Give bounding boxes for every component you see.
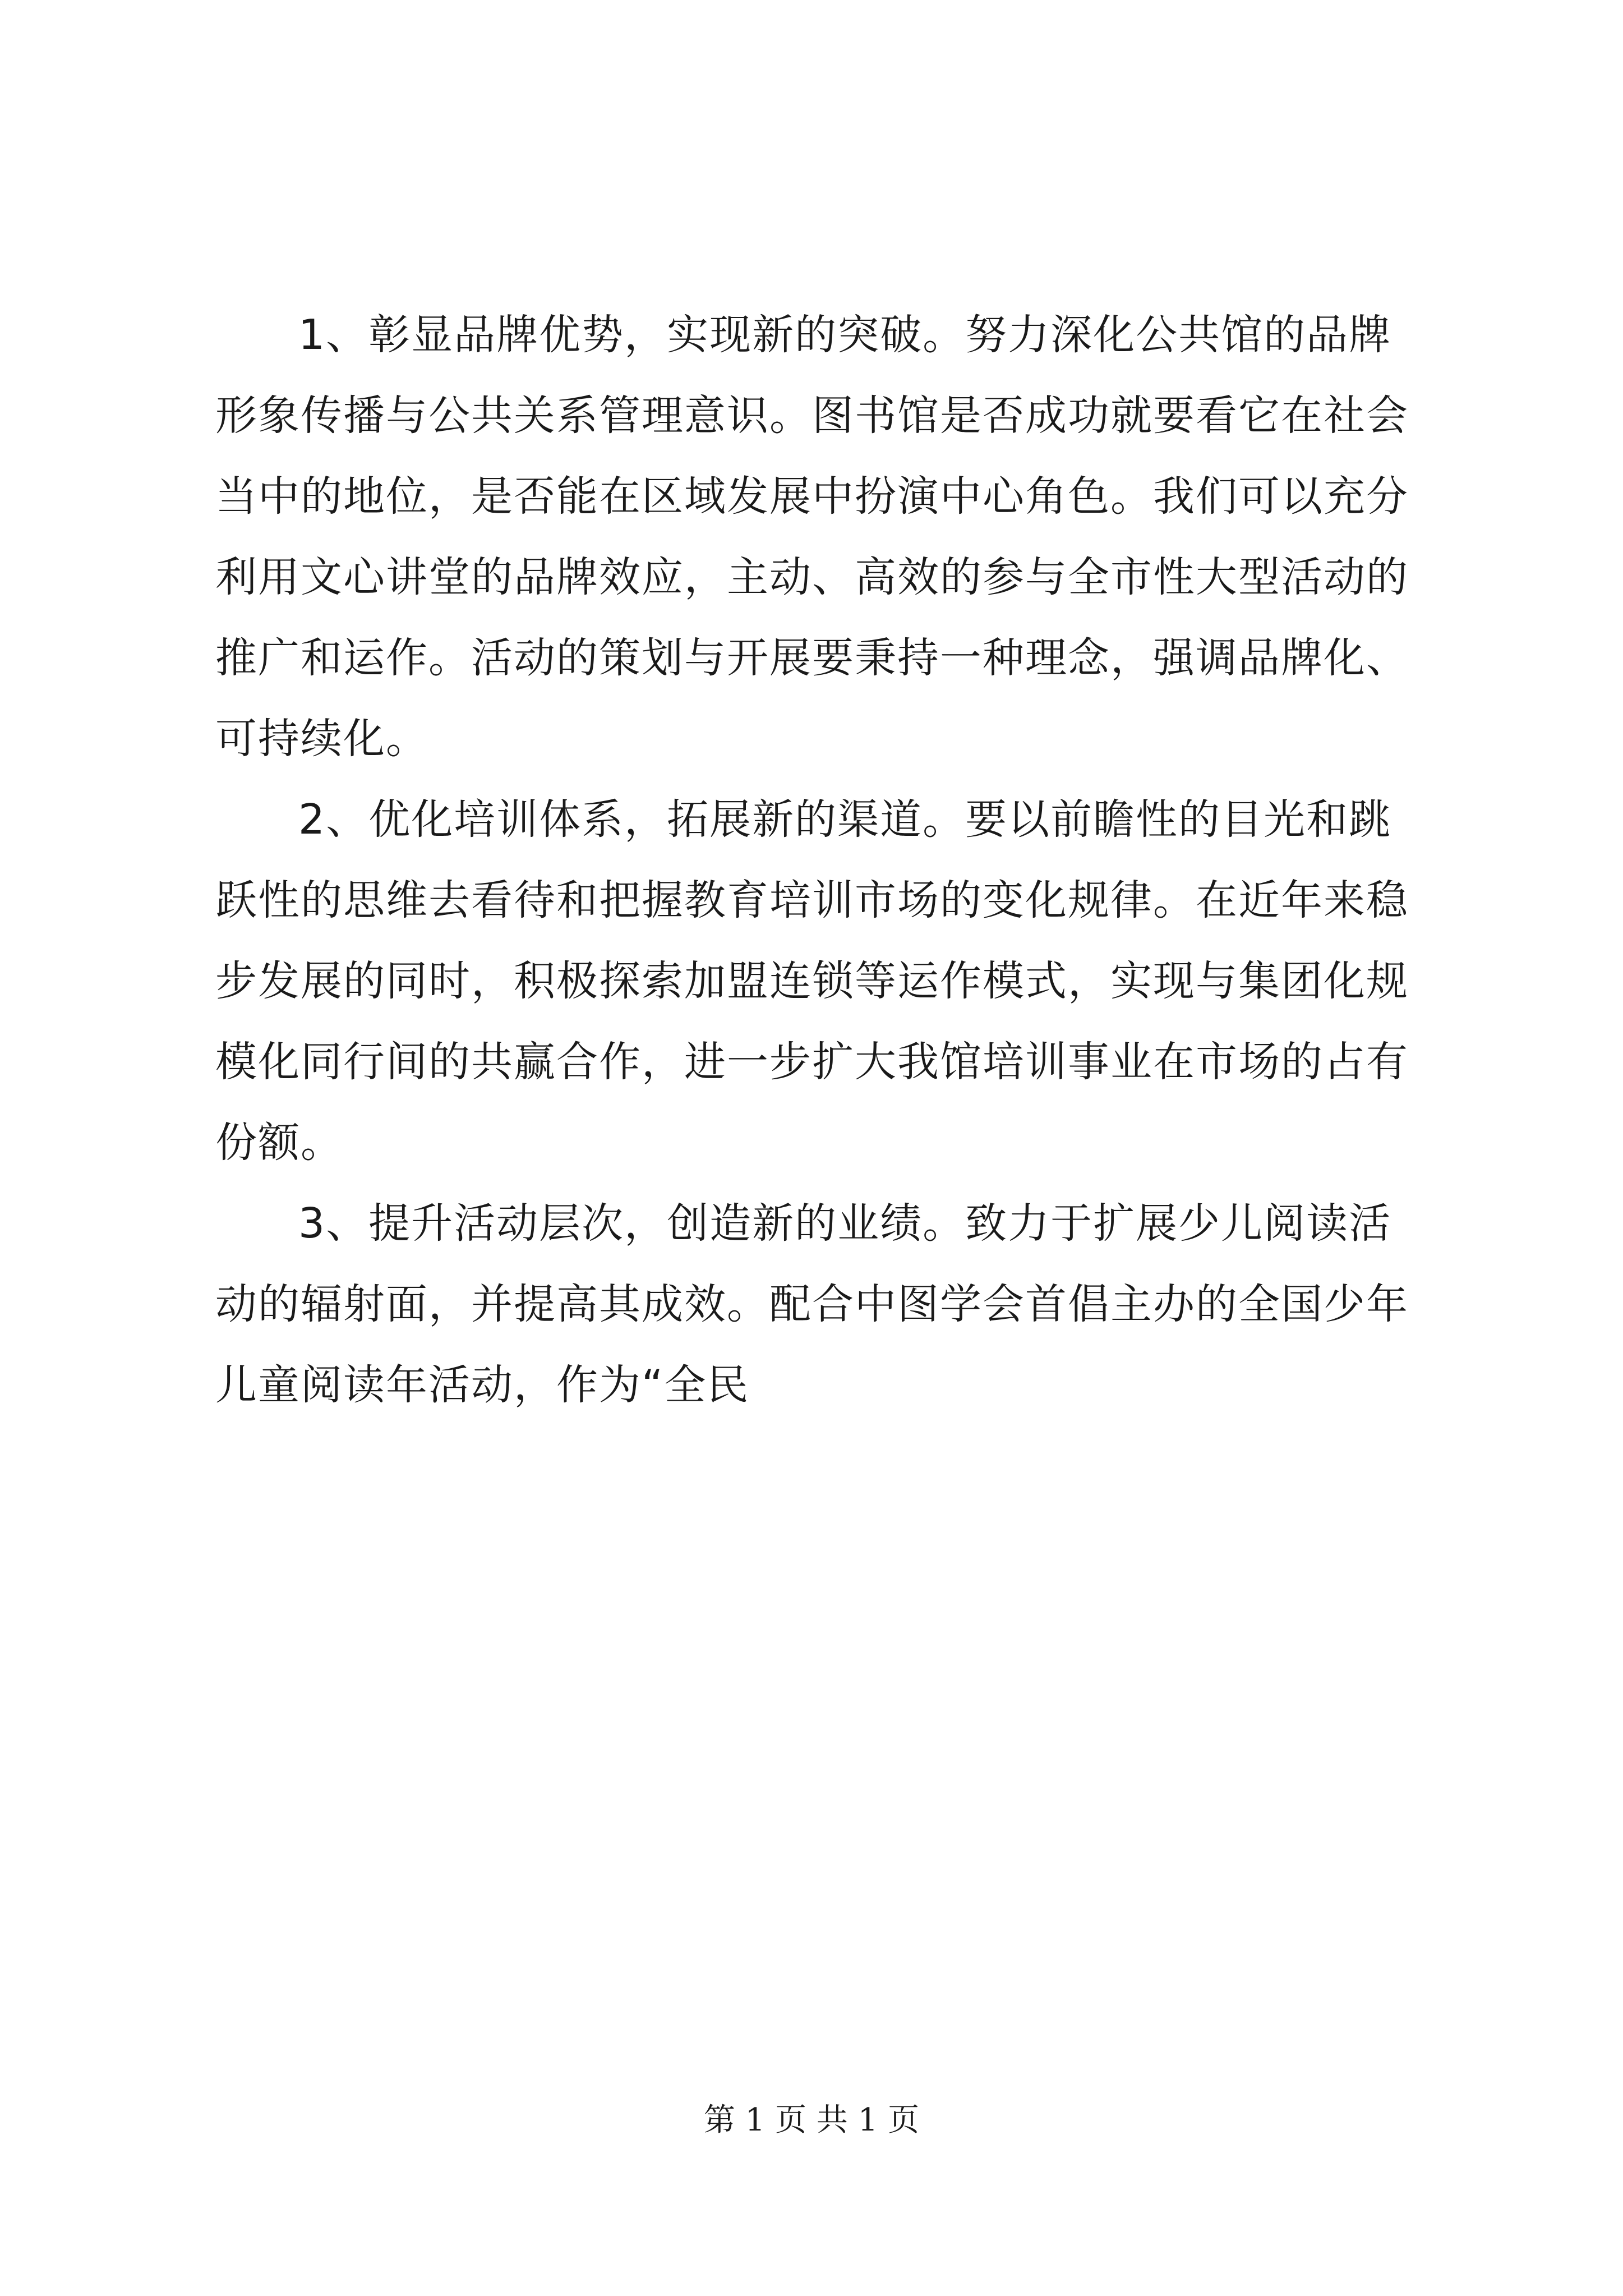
text-line: 动的辐射面，并提高其成效。配合中图学会首倡主办的全国少年 <box>215 1280 1409 1328</box>
paragraph-3 <box>215 1183 1427 1425</box>
text-line: 份额。 <box>215 1119 343 1167</box>
text-line: 2、优化培训体系，拓展新的渠道。要以前瞻性的目光和跳 <box>298 795 1392 844</box>
text-line: 1、彰显品牌优势，实现新的突破。努力深化公共馆的品牌 <box>298 311 1392 359</box>
text-line: 形象传播与公共关系管理意识。图书馆是否成功就要看它在社会 <box>215 392 1409 440</box>
text-line: 推广和运作。活动的策划与开展要秉持一种理念，强调品牌化、 <box>215 634 1409 682</box>
text-line: 利用文心讲堂的品牌效应，主动、高效的参与全市性大型活动的 <box>215 553 1409 601</box>
body-text <box>215 295 1427 1425</box>
text-line: 儿童阅读年活动，作为“全民 <box>215 1361 750 1409</box>
text-line: 可持续化。 <box>215 715 428 763</box>
text-line: 当中的地位，是否能在区域发展中扮演中心角色。我们可以充分 <box>215 472 1409 521</box>
text-line: 跃性的思维去看待和把握教育培训市场的变化规律。在近年来稳 <box>215 876 1409 924</box>
text-line: 3、提升活动层次，创造新的业绩。致力于扩展少儿阅读活 <box>298 1199 1392 1248</box>
page-footer: 第 1 页 共 1 页 <box>703 2102 920 2138</box>
paragraph-2 <box>215 779 1427 1183</box>
text-line: 步发展的同时，积极探索加盟连锁等运作模式，实现与集团化规 <box>215 957 1409 1005</box>
text-line: 模化同行间的共赢合作，进一步扩大我馆培训事业在市场的占有 <box>215 1038 1409 1086</box>
paragraph-1 <box>215 295 1427 779</box>
